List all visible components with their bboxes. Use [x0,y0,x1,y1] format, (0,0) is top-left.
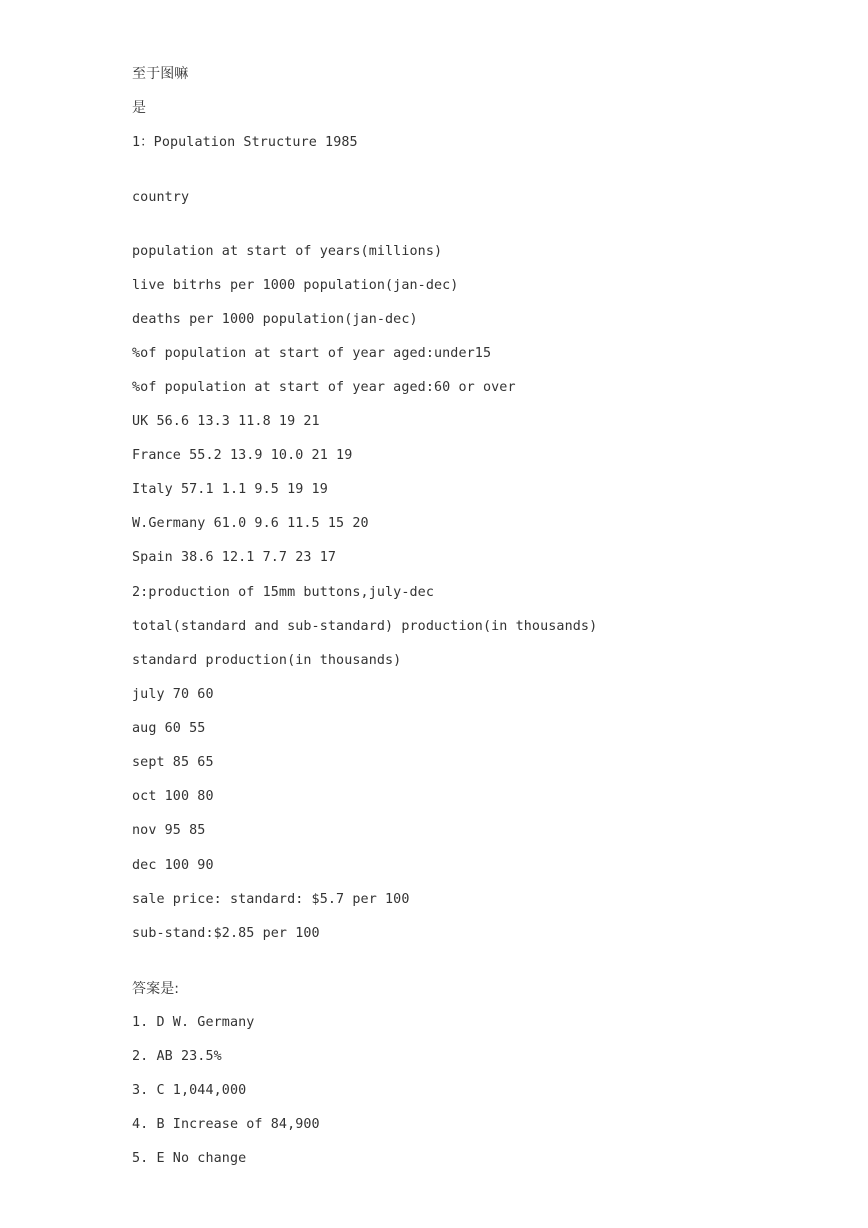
table2-title: 2:production of 15mm buttons,july-dec [132,585,434,600]
sale-price-standard: sale price: standard: $5.7 per 100 [132,892,410,907]
table1-row: Italy 57.1 1.1 9.5 19 19 [132,482,328,497]
table2-row: oct 100 80 [132,789,214,804]
table1-column-header: live bitrhs per 1000 population(jan-dec) [132,278,459,293]
table1-column-header: %of population at start of year aged:under15 [132,346,492,361]
table2-row: sept 85 65 [132,755,214,770]
table1-row: W.Germany 61.0 9.6 11.5 15 20 [132,516,369,531]
table2-row: aug 60 55 [132,721,206,736]
table1-title: 1：Population Structure 1985 [132,135,358,150]
table1-column-header: deaths per 1000 population(jan-dec) [132,312,418,327]
table2-row: nov 95 85 [132,823,206,838]
intro-text: 至于图嘛 [132,66,189,82]
table1-row: UK 56.6 13.3 11.8 19 21 [132,414,320,429]
answer-item: 2. AB 23.5% [132,1049,222,1064]
table1-row: France 55.2 13.9 10.0 21 19 [132,448,353,463]
table2-row: july 70 60 [132,687,214,702]
sale-price-substandard: sub-stand:$2.85 per 100 [132,926,320,941]
answer-item: 4. B Increase of 84,900 [132,1117,320,1132]
answer-item: 1. D W. Germany [132,1015,255,1030]
table1-column-header: population at start of years(millions) [132,244,443,259]
table2-column-header: standard production(in thousands) [132,653,402,668]
answers-heading: 答案是: [132,981,180,997]
answer-item: 3. C 1,044,000 [132,1083,247,1098]
table1-column-header: %of population at start of year aged:60 or over [132,380,516,395]
answer-item: 5. E No change [132,1151,247,1166]
table1-column-country: country [132,190,190,205]
table2-row: dec 100 90 [132,858,214,873]
table2-column-header: total(standard and sub-standard) production(in thousands) [132,619,598,634]
intro-text-2: 是 [132,100,147,116]
table1-row: Spain 38.6 12.1 7.7 23 17 [132,550,337,565]
